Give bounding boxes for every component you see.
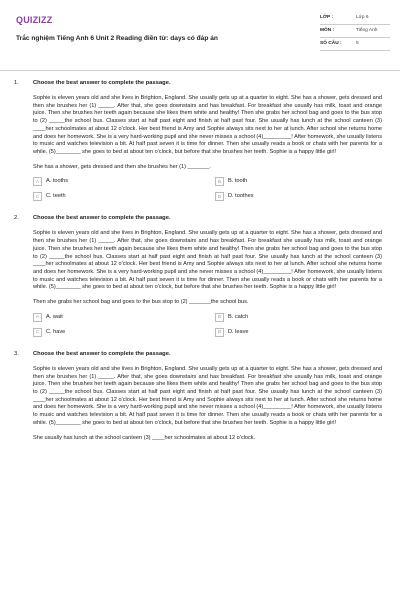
option-letter-badge: A xyxy=(33,177,42,186)
meta-value: 5 xyxy=(356,40,359,46)
option-letter-badge: B xyxy=(215,177,224,186)
meta-value: Lớp 6 xyxy=(356,14,369,20)
option-a[interactable] xyxy=(33,177,215,186)
option-d[interactable] xyxy=(215,192,365,201)
question-1 xyxy=(0,80,400,201)
option-text: A. wait xyxy=(46,313,63,320)
option-a[interactable] xyxy=(33,313,215,322)
option-text: B. catch xyxy=(228,313,249,320)
header-divider xyxy=(0,70,400,71)
reading-passage: Sophie is eleven years old and she lives in Brighton, England. She usually gets up at a quarter to eight. She has a shower, gets dressed and then she brushes her (1) _____. After that, she goes downstairs and has breakfast. For breakfast she usually has milk, toast and orange juice. Then she brushes her teeth again because she likes them white and healthy! Then she grabs her school bag and goes to the bus stop to (2) _____the school bus. Classes start at half past eight and finish at half past four. She usually has lunch at the school canteen (3) ____her schoolmates at about 12 o'clock. Her best friend is Amy and Sophie always sits next to her at lunch. After school she returns home and does her homework. She is a very hard-working pupil and she never misses a school (4)_________! After homework, she usually listens to music and watches television a bit. At half past seven it is time for dinner. Then she usually reads a book or chats with her parents for a while. (5)________ she goes to bed at about ten o'clock, but before that she brushes her teeth. Sophie is a happy little girl! xyxy=(33,94,382,156)
reading-passage: Sophie is eleven years old and she lives in Brighton, England. She usually gets up at a quarter to eight. She has a shower, gets dressed and then she brushes her (1) _____. After that, she goes downstairs and has breakfast. For breakfast she usually has milk, toast and orange juice. Then she brushes her teeth again because she likes them white and healthy! Then she grabs her school bag and goes to the bus stop to (2) _____the school bus. Classes start at half past eight and finish at half past four. She usually has lunch at the school canteen (3) ____her schoolmates at about 12 o'clock. Her best friend is Amy and Sophie always sits next to her at lunch. After school she returns home and does her homework. She is a very hard-working pupil and she never misses a school (4)_________! After homework, she usually listens to music and watches television a bit. At half past seven it is time for dinner. Then she usually reads a book or chats with her parents for a while. (5)________ she goes to bed at about ten o'clock, but before that she brushes her teeth. Sophie is a happy little girl! xyxy=(33,230,382,291)
meta-label: LỚP : xyxy=(320,14,334,20)
question-stem: She usually has lunch at the school canteen (3) ____her schoolmates at about 12 o'clock. xyxy=(33,434,256,441)
option-text: D. leave xyxy=(228,328,249,335)
question-stem: She has a shower, gets dressed and then she brushes her (1) _______. xyxy=(33,163,211,170)
option-letter-badge: B xyxy=(215,313,224,322)
option-text: A. tooths xyxy=(46,178,69,185)
question-prompt: Choose the best answer to complete the passage. xyxy=(33,80,171,86)
question-3 xyxy=(0,351,400,442)
page-title: Trắc nghiệm Tiếng Anh 6 Unit 2 Reading điền từ: days có đáp án xyxy=(16,35,218,43)
meta-row-subject xyxy=(320,25,390,38)
option-b[interactable] xyxy=(215,313,365,322)
question-list xyxy=(0,76,400,442)
option-text: D. toothes xyxy=(228,193,254,200)
option-text: B. tooth xyxy=(228,178,248,185)
reading-passage: Sophie is eleven years old and she lives in Brighton, England. She usually gets up at a quarter to eight. She has a shower, gets dressed and then she brushes her (1) _____. After that, she goes downstairs and has breakfast. For breakfast she usually has milk, toast and orange juice. Then she brushes her teeth again because she likes them white and healthy! Then she grabs her school bag and goes to the bus stop to (2) _____the school bus. Classes start at half past eight and finish at half past four. She usually has lunch at the school canteen (3) ____her schoolmates at about 12 o'clock. Her best friend is Amy and Sophie always sits next to her at lunch. After school she returns home and does her homework. She is a very hard-working pupil and she never misses a school (4)_________! After homework, she usually listens to music and watches television a bit. At half past seven it is time for dinner. Then she usually reads a book or chats with her parents for a while. (5)________ she goes to bed at about ten o'clock, but before that she brushes her teeth. Sophie is a happy little girl! xyxy=(33,365,382,426)
question-prompt: Choose the best answer to complete the passage. xyxy=(33,350,171,357)
meta-label: SỐ CÂU : xyxy=(320,40,342,46)
question-stem: Then she grabs her school bag and goes to the bus stop to (2) _______the school bus. xyxy=(33,299,249,306)
option-letter-badge: C xyxy=(33,192,42,201)
option-letter-badge: A xyxy=(33,313,42,322)
option-d[interactable] xyxy=(215,328,365,337)
option-c[interactable] xyxy=(33,192,215,201)
quizizz-logo: QUIZIZZ xyxy=(16,15,53,25)
option-b[interactable] xyxy=(215,177,365,186)
question-number: 3. xyxy=(14,350,19,357)
header xyxy=(0,0,400,66)
option-text: C. teeth xyxy=(46,193,66,200)
question-number: 2. xyxy=(14,215,19,222)
question-2 xyxy=(0,215,400,336)
option-letter-badge: C xyxy=(33,328,42,337)
option-letter-badge: D xyxy=(215,192,224,201)
option-letter-badge: D xyxy=(215,328,224,337)
option-text: C. have xyxy=(46,328,66,335)
meta-table xyxy=(320,12,390,51)
meta-row-grade xyxy=(320,12,390,25)
answer-options xyxy=(33,177,382,201)
question-prompt: Choose the best answer to complete the passage. xyxy=(33,215,171,222)
question-number: 1. xyxy=(14,80,19,86)
meta-value: Tiếng Anh xyxy=(356,27,378,33)
meta-label: MÔN : xyxy=(320,27,335,33)
meta-row-count xyxy=(320,38,390,51)
option-c[interactable] xyxy=(33,328,215,337)
answer-options xyxy=(33,313,382,337)
